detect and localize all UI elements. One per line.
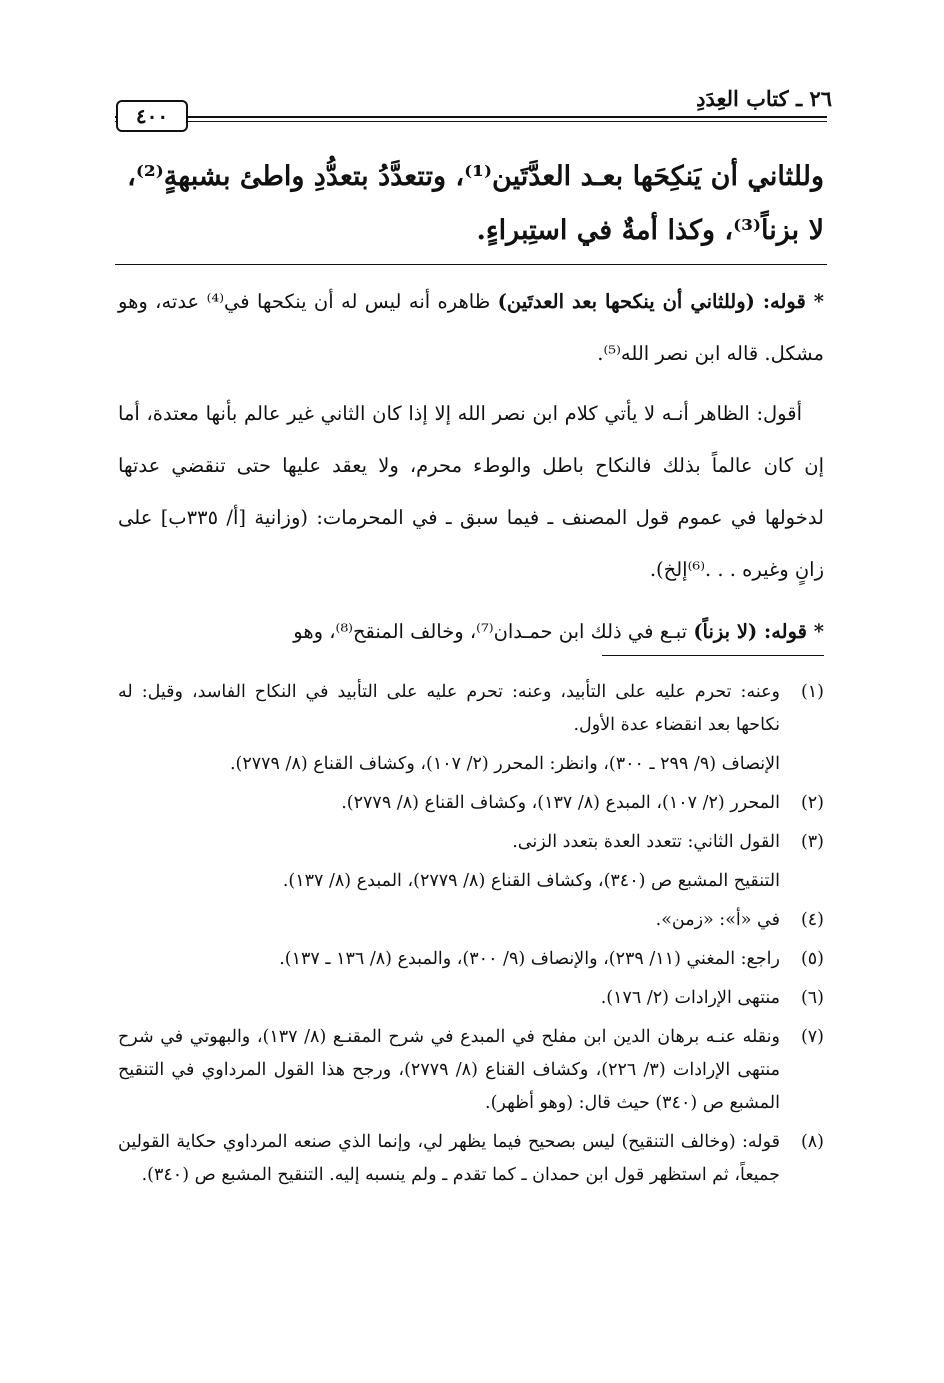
header-rule-thin	[115, 121, 827, 122]
commentary	[118, 276, 824, 658]
footnote-number: (٤)	[800, 910, 824, 930]
footnote-text: راجع: المغني (١١/ ٢٣٩)، والإنصاف (٩/ ٣٠٠)، والمبدع (٨/ ١٣٦ ـ ١٣٧).	[279, 949, 780, 969]
footnote-text: منتهى الإرادات (٢/ ١٧٦).	[600, 988, 780, 1008]
main-text-line: وللثاني أن يَنكِحَها بعـد العدَّتَين⁽¹⁾، وتتعدَّدُ بتعدُّدِ واطئ بشبهةٍ⁽²⁾،	[127, 161, 824, 192]
footnote	[118, 904, 824, 937]
footnote-number: (٨)	[800, 1132, 824, 1152]
footnote-body	[118, 943, 780, 976]
main-text-divider	[115, 264, 827, 265]
commentary-text: تبـع في ذلك ابن حمـدان⁽⁷⁾، وخالف المنقح⁽⁸⁾، وهو	[293, 620, 694, 643]
footnote-number: (٥)	[800, 949, 824, 969]
footnote-body	[118, 904, 780, 937]
footnote-number: (٣)	[800, 832, 824, 852]
footnote-text: المحرر (٢/ ١٠٧)، المبدع (٨/ ١٣٧)، وكشاف القناع (٨/ ٢٧٧٩).	[341, 793, 780, 813]
commentary-lemma: * قوله: (لا بزناً)	[693, 620, 824, 643]
footnote-body	[118, 676, 780, 781]
footnote	[118, 787, 824, 820]
footnote-text: القول الثاني: تتعدد العدة بتعدد الزنى.	[512, 832, 780, 852]
commentary-paragraph	[118, 276, 824, 380]
footnote	[118, 1126, 824, 1192]
footnote-text: في «أ»: «زمن».	[655, 910, 780, 930]
footnote	[118, 676, 824, 781]
footnote-source: الإنصاف (٩/ ٢٩٩ ـ ٣٠٠)، وانظر: المحرر (٢/ ١٠٧)، وكشاف القناع (٨/ ٢٧٧٩).	[229, 754, 780, 774]
main-text	[118, 150, 824, 258]
footnote-source: التنقيح المشبع ص (٣٤٠)، وكشاف القناع (٨/ ٢٧٧٩)، المبدع (٨/ ١٣٧).	[282, 871, 780, 891]
footnote-number: (١)	[800, 682, 824, 702]
footnote-text: قوله: (وخالف التنقيح) ليس بصحيح فيما يظهر لي، وإنما الذي صنعه المرداوي حكاية القولين جميعاً، ثم استظهر قول ابن حمدان ـ كما تقدم ـ ولم ينسبه إليه. التنقيح المشبع ص (٣٤٠).	[118, 1132, 780, 1185]
footnote-number: (٢)	[800, 793, 824, 813]
main-text-line: لا بزناً⁽³⁾، وكذا أمةٌ في استِبراءٍ.	[476, 215, 824, 246]
running-title: ٢٦ ـ كتاب العِدَدِ	[696, 86, 832, 111]
footnote	[118, 826, 824, 898]
footnote-text: ونقله عنـه برهان الدين ابن مفلح في المبدع في شرح المقنـع (٨/ ١٣٧)، والبهوتي في شرح منتهى الإرادات (٣/ ٢٢٦)، وكشاف القناع (٨/ ٢٧٧٩)، ورجح هذا القول المرداوي في التنقيح المشبع ص (٣٤٠) حيث قال: (وهو أظهر).	[118, 1027, 781, 1113]
commentary-paragraph	[118, 606, 824, 658]
header-rule	[115, 116, 827, 118]
commentary-text: ظاهره أنه ليس له أن ينكحها في⁽⁴⁾ عدته، وهو مشكل. قاله ابن نصر الله⁽⁵⁾.	[118, 290, 824, 365]
footnote-divider	[602, 655, 824, 656]
footnote-body	[118, 826, 780, 898]
commentary-lemma: * قوله: (وللثاني أن ينكحها بعد العدتَين)	[497, 290, 824, 313]
footnote-text: وعنه: تحرم عليه على التأبيد، وعنه: تحرم عليه على التأبيد في النكاح الفاسد، وقيل: له نكاحها بعد انقضاء عدة الأول.	[118, 682, 780, 735]
footnote-body	[118, 1126, 780, 1192]
footnote	[118, 943, 824, 976]
commentary-paragraph: أقول: الظاهر أنـه لا يأتي كلام ابن نصر الله إلا إذا كان الثاني غير عالم بأنها معتدة، أما إن كان عالماً بذلك فالنكاح باطل والوطء محرم، ولا يعقد عليها حتى تنقضي عدتها لدخولها في عموم قول المصنف ـ فيما سبق ـ في المحرمات: (وزانية [أ/ ٣٣٥ب] على زانٍ وغيره . . .⁽⁶⁾إلخ).	[118, 402, 824, 581]
footnote-body	[118, 787, 780, 820]
footnote-body	[118, 1021, 780, 1120]
footnote	[118, 982, 824, 1015]
footnote	[118, 1021, 824, 1120]
footnote-body	[118, 982, 780, 1015]
footnotes	[118, 676, 824, 1192]
page-number: ٤٠٠	[116, 100, 188, 132]
footnote-number: (٧)	[800, 1027, 824, 1047]
footnote-number: (٦)	[800, 988, 824, 1008]
